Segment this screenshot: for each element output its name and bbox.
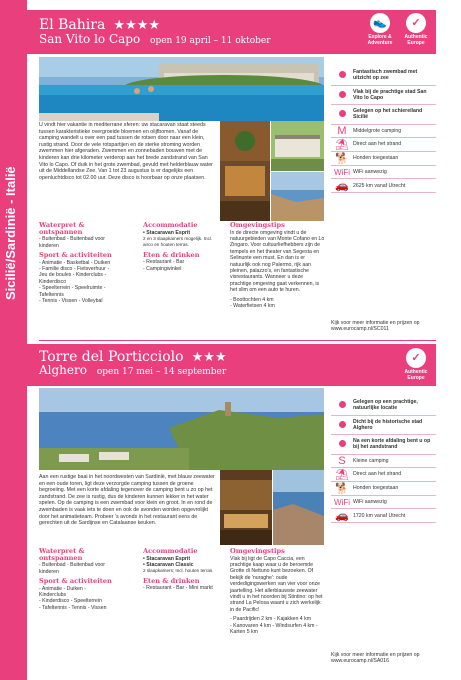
- feature-text: Honden toegestaan: [353, 485, 399, 492]
- bullet-icon: [339, 401, 346, 408]
- camp2-eat-item: - Restaurant - Bar - Mini markt: [143, 585, 213, 592]
- camp2-more-info-link[interactable]: Kijk voor meer informatie en prijzen op www.eurocamp.nl/SA016: [331, 652, 420, 665]
- camp1-subtitle: [39, 32, 271, 46]
- feature-row: [331, 105, 436, 125]
- camp1-badge-authentic: [399, 13, 433, 46]
- camp1-photo-coast: [271, 172, 324, 221]
- beach-icon: ⛱: [335, 139, 349, 152]
- camp2-photo-bay: [39, 388, 324, 470]
- camp1-stars: ★★★★: [113, 18, 161, 33]
- camp1-photo-pool: [39, 57, 324, 121]
- feature-row: [331, 86, 436, 106]
- camp2-omg-text: Vlak bij ligt de Capo Caccia, een prachtige kaap waar u de beroemde Grotte di Nettuno kunt bezoeken. Of bekijk de 'nuraghe': oude verdedigingswerken van vier voor onze jaartelling. Het allerblauwste zeewater vindt u in het noorden bij Stintino: op het strand La Pelosa waant u zich werkelijk in de Pacific!: [230, 555, 323, 613]
- wifi-icon: WiFi: [334, 167, 350, 177]
- camp1-sport-heading: Sport & activiteiten: [39, 251, 112, 259]
- feature-row: [331, 455, 436, 468]
- feature-text: Honden toegestaan: [353, 155, 399, 162]
- camp1-eat-item: - Restaurant - Bar: [143, 259, 185, 266]
- feature-text: Vlak bij de prachtige stad San Vito lo Capo: [353, 88, 427, 101]
- feature-text: Na een korte afdaling bent u op bij het zandstrand: [353, 438, 431, 451]
- camp2-sport-heading: Sport & activiteiten: [39, 577, 112, 585]
- bullet-icon: [339, 421, 346, 428]
- camp1-sport-item: - Animatie - Basketbal - Duiken: [39, 259, 111, 266]
- feature-text: Middelgrote camping: [353, 127, 402, 134]
- feature-row: [331, 396, 436, 416]
- camp1-dist-item: - Boottochten 4 km: [230, 296, 274, 303]
- camp1-dist-item: - Waterfietsen 4 km: [230, 303, 275, 310]
- feature-text: 1720 km vanaf Utrecht: [353, 512, 406, 519]
- page-number: 162: [8, 664, 26, 674]
- feature-row: [331, 416, 436, 436]
- bullet-icon: [339, 110, 346, 117]
- size-s-icon: S: [338, 454, 346, 467]
- camp1-dates: open 19 april – 11 oktober: [150, 36, 271, 46]
- camp1-accom-note: 2 en 3 slaapkamers mogelijk. Incl. airco en houten terras.: [143, 236, 213, 248]
- camp1-col3: [230, 222, 325, 309]
- camp1-more-info-link[interactable]: Kijk voor meer informatie en prijzen op www.eurocamp.nl/SC011: [331, 320, 420, 333]
- camp2-col1: [39, 548, 113, 611]
- feature-row: [331, 138, 436, 152]
- dog-icon: 🐕: [335, 483, 349, 496]
- feature-text: Kleine camping: [353, 457, 389, 464]
- camp1-feature-list: [331, 66, 436, 193]
- badge-label: Explore & Adventure: [367, 34, 393, 46]
- authentic-icon: ✓: [406, 348, 426, 368]
- feature-row: [331, 509, 436, 523]
- camp2-subtitle: [39, 363, 226, 377]
- feature-row: [331, 66, 436, 86]
- camp2-accom-note: 2 slaapkamers; Incl. houten terras.: [143, 568, 214, 574]
- camp2-col2: [143, 548, 219, 592]
- camp2-dist-item: - Kanovaren 4 km - Windsurfen 4 km - Karten 5 km: [230, 622, 318, 636]
- feature-text: Direct aan het strand: [353, 141, 402, 148]
- camp1-badge-explore: [363, 13, 397, 46]
- authentic-icon: ✓: [406, 13, 426, 33]
- camp1-omg-text: In de directe omgeving vindt u de natuurgebieden van Monte Cofano en Lo Zingaro. Voor cultuurliefhebbers zijn de tempels en het theater van Segesta en Selinunte een must. En dan is er natuurlijk ook nog Palermo, rijk aan pleinen, palazzo's, en fantastische visrestaurants. Wanneer u deze prachtige omgeving gaat verkennen, is het slim om een auto te huren.: [230, 229, 325, 294]
- camp2-accom-item: • Stacaravan Esprit: [143, 555, 191, 562]
- camp2-feature-list: [331, 396, 436, 523]
- camp2-stars: ★★★: [191, 350, 227, 365]
- section-divider: [39, 340, 436, 341]
- camp1-eat-heading: Eten & drinken: [143, 250, 200, 259]
- camp1-header-band: [27, 10, 436, 54]
- bullet-icon: [339, 440, 346, 447]
- feature-text: Gelegen op het schiereiland Sicilië: [353, 108, 423, 121]
- dog-icon: 🐕: [335, 153, 349, 166]
- camp1-omg-heading: Omgevingstips: [230, 221, 285, 229]
- camp2-col3: [230, 548, 325, 635]
- camp2-dist-item: - Paardrijden 2 km - Kajakken 4 km: [230, 616, 312, 623]
- camp1-sport-item: - Familie disco - Fietsverhuur - Jeu de boules - Kinderclubs - Kinderdisco: [39, 266, 110, 285]
- camp2-location: Alghero: [39, 363, 87, 377]
- camp1-sport-item: - Speelterrein - Speelruimte - Tafeltennis: [39, 285, 106, 298]
- feature-text: Fantastisch zwembad met uitzicht op zee: [353, 69, 418, 82]
- feature-text: WiFi aanwezig: [353, 499, 387, 506]
- bullet-icon: [339, 71, 346, 78]
- feature-text: WiFi aanwezig: [353, 169, 387, 176]
- camp2-name: Torre del Porticciolo: [39, 349, 184, 365]
- camp2-omg-heading: Omgevingstips: [230, 547, 285, 555]
- camp1-water-heading: Waterpret & ontspannen: [39, 221, 85, 236]
- sidebar-region-label: Sicilië/Sardinië - Italië: [3, 166, 18, 300]
- camp2-intro: Aan een rustige baai in het noordwesten van Sardinië, met blauw zeewater en een oude toren, ligt deze verzorgde camping tussen de groene begroeiing. Met een korte afdaling tegenover de camping bent u zo op het zandstrand. De zee is rustig, dus de kinderen kunnen lekker in het water spelen. Op de camping is een zwembad voor klein en groot. In en rond de zwembaden is vaak iets te doen en ook de avonden worden opgevrolijkt door het animatieteam. Probeer 's avonds in het restaurant eens de gerechten uit de Sardijnse en Catalaanse keuken.: [39, 474, 215, 527]
- feature-text: 2625 km vanaf Utrecht: [353, 182, 406, 189]
- camp2-accom-heading: Accommodatie: [143, 547, 198, 555]
- sidebar-band: [0, 0, 27, 680]
- camp2-sport-item: - Kinderdisco - Speelterrein: [39, 598, 102, 605]
- camp1-name: El Bahira: [39, 17, 106, 33]
- feature-text: Direct aan het strand: [353, 471, 402, 478]
- camp1-water-item: - Buitenbad - Buitenbad voor kinderen: [39, 236, 106, 249]
- camp2-photo-coast-rocks: [273, 470, 324, 545]
- feature-row: [331, 468, 436, 482]
- wifi-icon: WiFi: [334, 497, 350, 507]
- camp1-photo-terrace: [220, 121, 270, 221]
- camp2-accom-item: • Stacaravan Classic: [143, 562, 194, 568]
- feature-text: Gelegen op een prachtige, natuurlijke locatie: [353, 399, 418, 412]
- feature-row: [331, 166, 436, 179]
- camp1-title: [39, 14, 160, 33]
- camp1-location: San Vito lo Capo: [39, 32, 141, 46]
- camp2-sport-item: - Tafeltennis - Tennis - Vissen: [39, 604, 107, 611]
- camp2-water-item: - Buitenbad - Buitenbad voor kinderen: [39, 562, 106, 575]
- shoe-icon: 👟: [370, 13, 390, 33]
- car-icon: 🚗: [335, 510, 349, 523]
- camp1-accom-item: • Stacaravan Esprit: [143, 229, 191, 236]
- camp2-photo-restaurant: [220, 470, 272, 545]
- bullet-icon: [339, 91, 346, 98]
- feature-row: [331, 125, 436, 138]
- camp2-sport-item: - Animatie - Duiken - Kinderclubs: [39, 585, 86, 598]
- camp1-col2: [143, 222, 219, 272]
- camp1-col1: [39, 222, 113, 304]
- badge-label: Authentic Europe: [404, 369, 428, 381]
- beach-icon: ⛱: [335, 469, 349, 482]
- camp1-accom-heading: Accommodatie: [143, 221, 198, 229]
- camp1-eat-item: - Campingwinkel: [143, 265, 182, 272]
- feature-row: [331, 496, 436, 509]
- camp2-water-heading: Waterpret & ontspannen: [39, 547, 85, 562]
- camp2-dates: open 17 mei – 14 september: [96, 367, 227, 377]
- badge-label: Authentic Europe: [404, 34, 428, 46]
- camp2-header-band: [27, 344, 436, 386]
- camp1-intro: U vindt hier vakantie in mediterrane sferen: uw stacaravan staat steeds tussen karakteristieke overgroeide bloemen en olijfbomen. Vanaf de camping wandelt u over een pad tussen de rotsen door naar een klein, rustig strand. Door de vele rotspartijen en de sterke stroming worden zwemmen hier afgeraden. Zwemmen en zonnebaden bouwen met de kinderen kan drie kilometer verderop aan het brede zandstrand van San Vito lo Capo. Of duik in het grote zwembad, gevuld met helderblauw water uit de Middellandse Zee. Van 1 tot 23 augustus is er dagelijks een openluchtdisco tot 02.00 uur. Deze disco is hoorbaar op onze plaatsen.: [39, 122, 213, 181]
- camp2-badge-authentic: [399, 348, 433, 381]
- camp1-sport-item: - Tennis - Vissen - Volleybal: [39, 298, 103, 305]
- feature-row: [331, 435, 436, 455]
- size-m-icon: M: [337, 124, 347, 137]
- feature-text: Dicht bij de historische stad Alghero: [353, 418, 423, 431]
- camp2-eat-heading: Eten & drinken: [143, 576, 200, 585]
- car-icon: 🚗: [335, 180, 349, 193]
- feature-row: [331, 152, 436, 166]
- feature-row: [331, 179, 436, 193]
- camp1-photo-caravan: [271, 121, 324, 171]
- feature-row: [331, 482, 436, 496]
